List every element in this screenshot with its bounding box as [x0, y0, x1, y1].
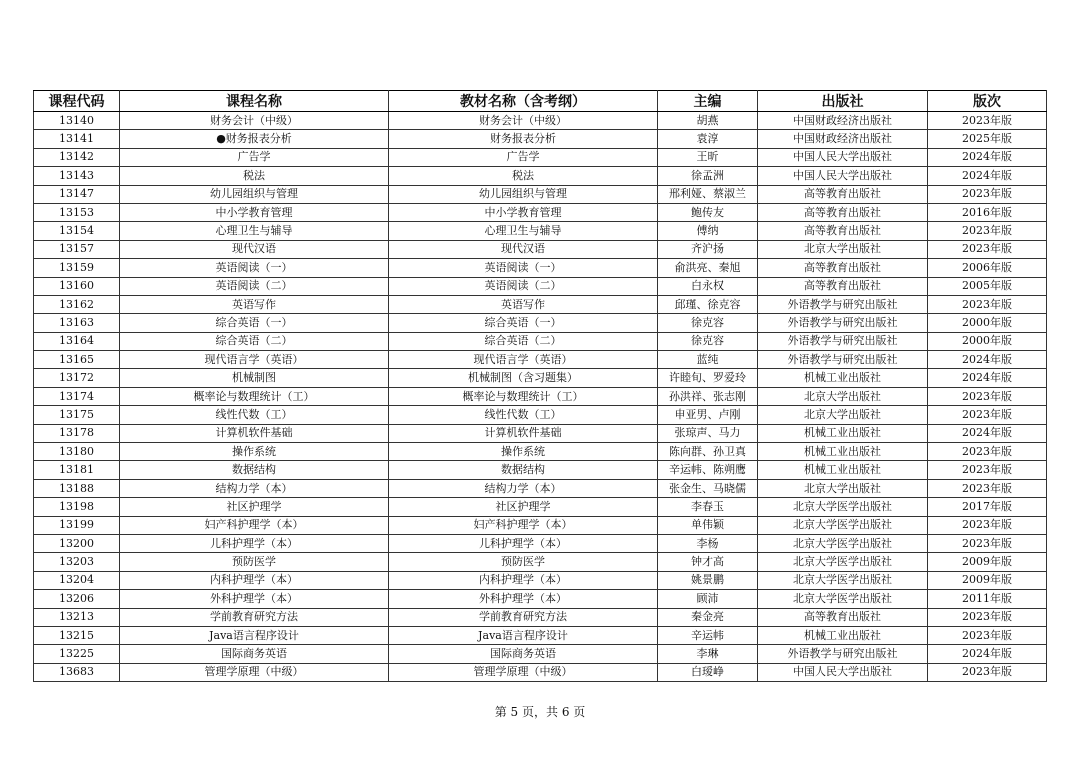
course-name-cell: 操作系统	[120, 443, 389, 461]
edition-cell: 2017年版	[928, 498, 1047, 516]
table-row	[34, 571, 1047, 589]
table-row	[34, 498, 1047, 516]
table-row	[34, 608, 1047, 626]
edition-cell: 2023年版	[928, 516, 1047, 534]
table-row	[34, 277, 1047, 295]
publisher-cell: 高等教育出版社	[758, 608, 928, 626]
editor-cell: 张金生、马晓儒	[658, 479, 758, 497]
table-row	[34, 130, 1047, 148]
header-publisher: 出版社	[758, 91, 928, 112]
edition-cell: 2023年版	[928, 534, 1047, 552]
textbook-name-cell: 机械制图（含习题集）	[389, 369, 658, 387]
course-code-cell: 13683	[34, 663, 120, 681]
table-row	[34, 167, 1047, 185]
publisher-cell: 高等教育出版社	[758, 259, 928, 277]
course-textbook-table	[33, 90, 1047, 682]
edition-cell: 2023年版	[928, 626, 1047, 644]
editor-cell: 钟才高	[658, 553, 758, 571]
textbook-name-cell: 英语阅读（二）	[389, 277, 658, 295]
textbook-name-cell: 线性代数（工）	[389, 406, 658, 424]
publisher-cell: 外语教学与研究出版社	[758, 645, 928, 663]
course-code-cell: 13215	[34, 626, 120, 644]
course-code-cell: 13162	[34, 295, 120, 313]
publisher-cell: 北京大学医学出版社	[758, 571, 928, 589]
editor-cell: 张琼声、马力	[658, 424, 758, 442]
edition-cell: 2000年版	[928, 332, 1047, 350]
course-name-cell: 幼儿园组织与管理	[120, 185, 389, 203]
course-code-cell: 13165	[34, 351, 120, 369]
textbook-name-cell: 广告学	[389, 148, 658, 166]
table-row	[34, 240, 1047, 258]
editor-cell: 袁淳	[658, 130, 758, 148]
edition-cell: 2023年版	[928, 608, 1047, 626]
course-name-cell: 学前教育研究方法	[120, 608, 389, 626]
course-name-cell: 财务会计（中级）	[120, 112, 389, 130]
table-row	[34, 148, 1047, 166]
publisher-cell: 北京大学出版社	[758, 387, 928, 405]
edition-cell: 2025年版	[928, 130, 1047, 148]
textbook-name-cell: 结构力学（本）	[389, 479, 658, 497]
editor-cell: 秦金亮	[658, 608, 758, 626]
textbook-name-cell: 概率论与数理统计（工）	[389, 387, 658, 405]
textbook-name-cell: Java语言程序设计	[389, 626, 658, 644]
table-row	[34, 424, 1047, 442]
table-body	[34, 112, 1047, 682]
course-name-cell: 英语阅读（一）	[120, 259, 389, 277]
editor-cell: 孙洪祥、张志刚	[658, 387, 758, 405]
textbook-name-cell: 英语写作	[389, 295, 658, 313]
table-row	[34, 295, 1047, 313]
course-code-cell: 13164	[34, 332, 120, 350]
course-code-cell: 13206	[34, 590, 120, 608]
course-code-cell: 13188	[34, 479, 120, 497]
course-name-cell: 国际商务英语	[120, 645, 389, 663]
edition-cell: 2023年版	[928, 387, 1047, 405]
course-name-cell: Java语言程序设计	[120, 626, 389, 644]
publisher-cell: 外语教学与研究出版社	[758, 332, 928, 350]
course-name-cell: 儿科护理学（本）	[120, 534, 389, 552]
textbook-name-cell: 现代语言学（英语）	[389, 351, 658, 369]
edition-cell: 2009年版	[928, 553, 1047, 571]
course-name-cell: 概率论与数理统计（工）	[120, 387, 389, 405]
edition-cell: 2023年版	[928, 295, 1047, 313]
editor-cell: 傅纳	[658, 222, 758, 240]
course-code-cell: 13159	[34, 259, 120, 277]
editor-cell: 姚景鹏	[658, 571, 758, 589]
course-name-cell: 结构力学（本）	[120, 479, 389, 497]
textbook-name-cell: 税法	[389, 167, 658, 185]
course-name-cell: 预防医学	[120, 553, 389, 571]
edition-cell: 2024年版	[928, 167, 1047, 185]
edition-cell: 2009年版	[928, 571, 1047, 589]
publisher-cell: 高等教育出版社	[758, 185, 928, 203]
course-name-cell: 中小学教育管理	[120, 203, 389, 221]
editor-cell: 辛运帏、陈朔鹰	[658, 461, 758, 479]
publisher-cell: 外语教学与研究出版社	[758, 351, 928, 369]
edition-cell: 2016年版	[928, 203, 1047, 221]
table-row	[34, 332, 1047, 350]
textbook-name-cell: 现代汉语	[389, 240, 658, 258]
publisher-cell: 中国财政经济出版社	[758, 130, 928, 148]
textbook-name-cell: 中小学教育管理	[389, 203, 658, 221]
table-row	[34, 479, 1047, 497]
table-row	[34, 387, 1047, 405]
edition-cell: 2000年版	[928, 314, 1047, 332]
course-name-cell: 机械制图	[120, 369, 389, 387]
header-edition: 版次	[928, 91, 1047, 112]
page-number: 第 5 页，共 6 页	[494, 705, 586, 719]
course-code-cell: 13181	[34, 461, 120, 479]
course-code-cell: 13198	[34, 498, 120, 516]
publisher-cell: 中国人民大学出版社	[758, 167, 928, 185]
table-row	[34, 406, 1047, 424]
editor-cell: 辛运帏	[658, 626, 758, 644]
editor-cell: 蓝纯	[658, 351, 758, 369]
textbook-name-cell: 外科护理学（本）	[389, 590, 658, 608]
editor-cell: 白瑷峥	[658, 663, 758, 681]
header-course-code: 课程代码	[34, 91, 120, 112]
textbook-name-cell: 国际商务英语	[389, 645, 658, 663]
textbook-name-cell: 财务会计（中级）	[389, 112, 658, 130]
course-code-cell: 13141	[34, 130, 120, 148]
textbook-name-cell: 管理学原理（中级）	[389, 663, 658, 681]
editor-cell: 李琳	[658, 645, 758, 663]
editor-cell: 邱瑾、徐克容	[658, 295, 758, 313]
editor-cell: 申亚男、卢刚	[658, 406, 758, 424]
course-code-cell: 13225	[34, 645, 120, 663]
edition-cell: 2024年版	[928, 424, 1047, 442]
course-name-cell: 综合英语（二）	[120, 332, 389, 350]
edition-cell: 2023年版	[928, 240, 1047, 258]
course-code-cell: 13157	[34, 240, 120, 258]
course-code-cell: 13200	[34, 534, 120, 552]
textbook-name-cell: 幼儿园组织与管理	[389, 185, 658, 203]
textbook-name-cell: 英语阅读（一）	[389, 259, 658, 277]
editor-cell: 邢利娅、蔡淑兰	[658, 185, 758, 203]
table-row	[34, 516, 1047, 534]
edition-cell: 2023年版	[928, 461, 1047, 479]
publisher-cell: 北京大学出版社	[758, 406, 928, 424]
publisher-cell: 高等教育出版社	[758, 277, 928, 295]
editor-cell: 李杨	[658, 534, 758, 552]
table-row	[34, 203, 1047, 221]
table-header-row	[34, 91, 1047, 112]
publisher-cell: 外语教学与研究出版社	[758, 295, 928, 313]
editor-cell: 王昕	[658, 148, 758, 166]
course-code-cell: 13172	[34, 369, 120, 387]
textbook-name-cell: 预防医学	[389, 553, 658, 571]
edition-cell: 2006年版	[928, 259, 1047, 277]
table-row	[34, 663, 1047, 681]
table-row	[34, 645, 1047, 663]
publisher-cell: 北京大学医学出版社	[758, 498, 928, 516]
publisher-cell: 机械工业出版社	[758, 443, 928, 461]
course-name-cell: 税法	[120, 167, 389, 185]
course-code-cell: 13160	[34, 277, 120, 295]
publisher-cell: 机械工业出版社	[758, 626, 928, 644]
edition-cell: 2023年版	[928, 406, 1047, 424]
course-code-cell: 13153	[34, 203, 120, 221]
edition-cell: 2024年版	[928, 351, 1047, 369]
editor-cell: 俞洪亮、秦旭	[658, 259, 758, 277]
header-textbook-name: 教材名称（含考纲）	[389, 91, 658, 112]
publisher-cell: 机械工业出版社	[758, 424, 928, 442]
edition-cell: 2023年版	[928, 479, 1047, 497]
editor-cell: 徐克容	[658, 314, 758, 332]
table-row	[34, 112, 1047, 130]
publisher-cell: 机械工业出版社	[758, 461, 928, 479]
course-code-cell: 13147	[34, 185, 120, 203]
course-name-cell: 心理卫生与辅导	[120, 222, 389, 240]
table-row	[34, 369, 1047, 387]
course-code-cell: 13142	[34, 148, 120, 166]
course-name-cell: 社区护理学	[120, 498, 389, 516]
table-row	[34, 351, 1047, 369]
publisher-cell: 中国人民大学出版社	[758, 663, 928, 681]
publisher-cell: 外语教学与研究出版社	[758, 314, 928, 332]
table-row	[34, 590, 1047, 608]
textbook-name-cell: 社区护理学	[389, 498, 658, 516]
course-name-cell: 现代语言学（英语）	[120, 351, 389, 369]
course-code-cell: 13204	[34, 571, 120, 589]
edition-cell: 2023年版	[928, 222, 1047, 240]
course-name-cell: 英语写作	[120, 295, 389, 313]
table-row	[34, 443, 1047, 461]
publisher-cell: 北京大学医学出版社	[758, 534, 928, 552]
editor-cell: 鲍传友	[658, 203, 758, 221]
edition-cell: 2011年版	[928, 590, 1047, 608]
edition-cell: 2023年版	[928, 443, 1047, 461]
textbook-name-cell: 数据结构	[389, 461, 658, 479]
course-code-cell: 13143	[34, 167, 120, 185]
course-name-cell: 内科护理学（本）	[120, 571, 389, 589]
publisher-cell: 北京大学医学出版社	[758, 516, 928, 534]
course-name-cell: 广告学	[120, 148, 389, 166]
editor-cell: 李春玉	[658, 498, 758, 516]
course-name-cell: 现代汉语	[120, 240, 389, 258]
table-row	[34, 314, 1047, 332]
course-name-cell: 数据结构	[120, 461, 389, 479]
course-code-cell: 13163	[34, 314, 120, 332]
edition-cell: 2005年版	[928, 277, 1047, 295]
edition-cell: 2023年版	[928, 663, 1047, 681]
course-code-cell: 13175	[34, 406, 120, 424]
editor-cell: 齐沪扬	[658, 240, 758, 258]
textbook-name-cell: 内科护理学（本）	[389, 571, 658, 589]
edition-cell: 2024年版	[928, 148, 1047, 166]
publisher-cell: 高等教育出版社	[758, 222, 928, 240]
course-name-cell: 管理学原理（中级）	[120, 663, 389, 681]
edition-cell: 2023年版	[928, 112, 1047, 130]
textbook-name-cell: 妇产科护理学（本）	[389, 516, 658, 534]
course-name-cell: 综合英语（一）	[120, 314, 389, 332]
edition-cell: 2023年版	[928, 185, 1047, 203]
table-row	[34, 259, 1047, 277]
publisher-cell: 中国人民大学出版社	[758, 148, 928, 166]
editor-cell: 陈向群、孙卫真	[658, 443, 758, 461]
course-code-cell: 13180	[34, 443, 120, 461]
publisher-cell: 北京大学出版社	[758, 479, 928, 497]
table-row	[34, 222, 1047, 240]
course-code-cell: 13154	[34, 222, 120, 240]
editor-cell: 单伟颖	[658, 516, 758, 534]
course-code-cell: 13140	[34, 112, 120, 130]
table-row	[34, 185, 1047, 203]
textbook-name-cell: 综合英语（二）	[389, 332, 658, 350]
course-name-cell: 外科护理学（本）	[120, 590, 389, 608]
editor-cell: 白永权	[658, 277, 758, 295]
textbook-name-cell: 学前教育研究方法	[389, 608, 658, 626]
publisher-cell: 北京大学出版社	[758, 240, 928, 258]
edition-cell: 2024年版	[928, 645, 1047, 663]
table-row	[34, 461, 1047, 479]
course-code-cell: 13178	[34, 424, 120, 442]
course-name-cell: 妇产科护理学（本）	[120, 516, 389, 534]
textbook-name-cell: 儿科护理学（本）	[389, 534, 658, 552]
edition-cell: 2024年版	[928, 369, 1047, 387]
course-name-cell: 计算机软件基础	[120, 424, 389, 442]
course-name-cell: 英语阅读（二）	[120, 277, 389, 295]
course-code-cell: 13203	[34, 553, 120, 571]
course-code-cell: 13174	[34, 387, 120, 405]
course-code-cell: 13199	[34, 516, 120, 534]
table-row	[34, 534, 1047, 552]
editor-cell: 顾沛	[658, 590, 758, 608]
editor-cell: 许睦旬、罗爱玲	[658, 369, 758, 387]
course-code-cell: 13213	[34, 608, 120, 626]
textbook-name-cell: 财务报表分析	[389, 130, 658, 148]
textbook-name-cell: 计算机软件基础	[389, 424, 658, 442]
header-course-name: 课程名称	[120, 91, 389, 112]
editor-cell: 胡燕	[658, 112, 758, 130]
publisher-cell: 高等教育出版社	[758, 203, 928, 221]
textbook-name-cell: 综合英语（一）	[389, 314, 658, 332]
textbook-name-cell: 操作系统	[389, 443, 658, 461]
header-editor: 主编	[658, 91, 758, 112]
table-row	[34, 553, 1047, 571]
publisher-cell: 中国财政经济出版社	[758, 112, 928, 130]
editor-cell: 徐克容	[658, 332, 758, 350]
course-name-cell: ●财务报表分析	[120, 130, 389, 148]
textbook-name-cell: 心理卫生与辅导	[389, 222, 658, 240]
publisher-cell: 北京大学医学出版社	[758, 553, 928, 571]
table-row	[34, 626, 1047, 644]
course-name-cell: 线性代数（工）	[120, 406, 389, 424]
publisher-cell: 机械工业出版社	[758, 369, 928, 387]
editor-cell: 徐孟洲	[658, 167, 758, 185]
publisher-cell: 北京大学医学出版社	[758, 590, 928, 608]
